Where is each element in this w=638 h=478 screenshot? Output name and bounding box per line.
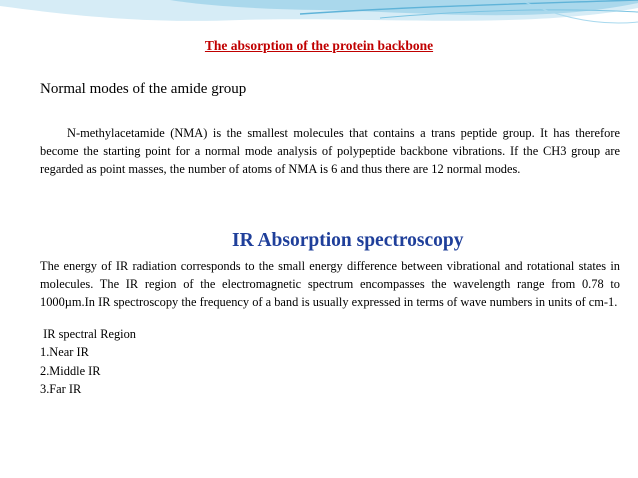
- slide-title: The absorption of the protein backbone: [204, 38, 434, 53]
- region-label: IR spectral Region: [40, 327, 137, 341]
- amide-modes-heading: Normal modes of the amide group: [40, 81, 247, 97]
- list-item: 1.Near IR: [40, 345, 89, 360]
- list-item: 3.Far IR: [40, 382, 82, 397]
- ir-heading: IR Absorption spectroscopy: [232, 230, 464, 251]
- ir-region-list: [40, 325, 136, 399]
- nma-paragraph: N-methylacetamide (NMA) is the smallest molecules that contains a trans peptide group. It has therefore become the starting point for a normal mode analysis of polypeptide backbone vibrations. If the CH3 group are regarded as point masses, the number of atoms of NMA is 6 and thus there are 12 normal modes.: [40, 126, 620, 177]
- list-item: 2.Middle IR: [40, 363, 101, 378]
- ir-paragraph: The energy of IR radiation corresponds to the small energy difference between vibrational and rotational states in molecules. The IR region of the electromagnetic spectrum encompasses the wavelength range from 0.78 to 1000µm.In IR spectroscopy the frequency of a band is usually expressed in terms of wave numbers in units of cm-1.: [40, 259, 620, 310]
